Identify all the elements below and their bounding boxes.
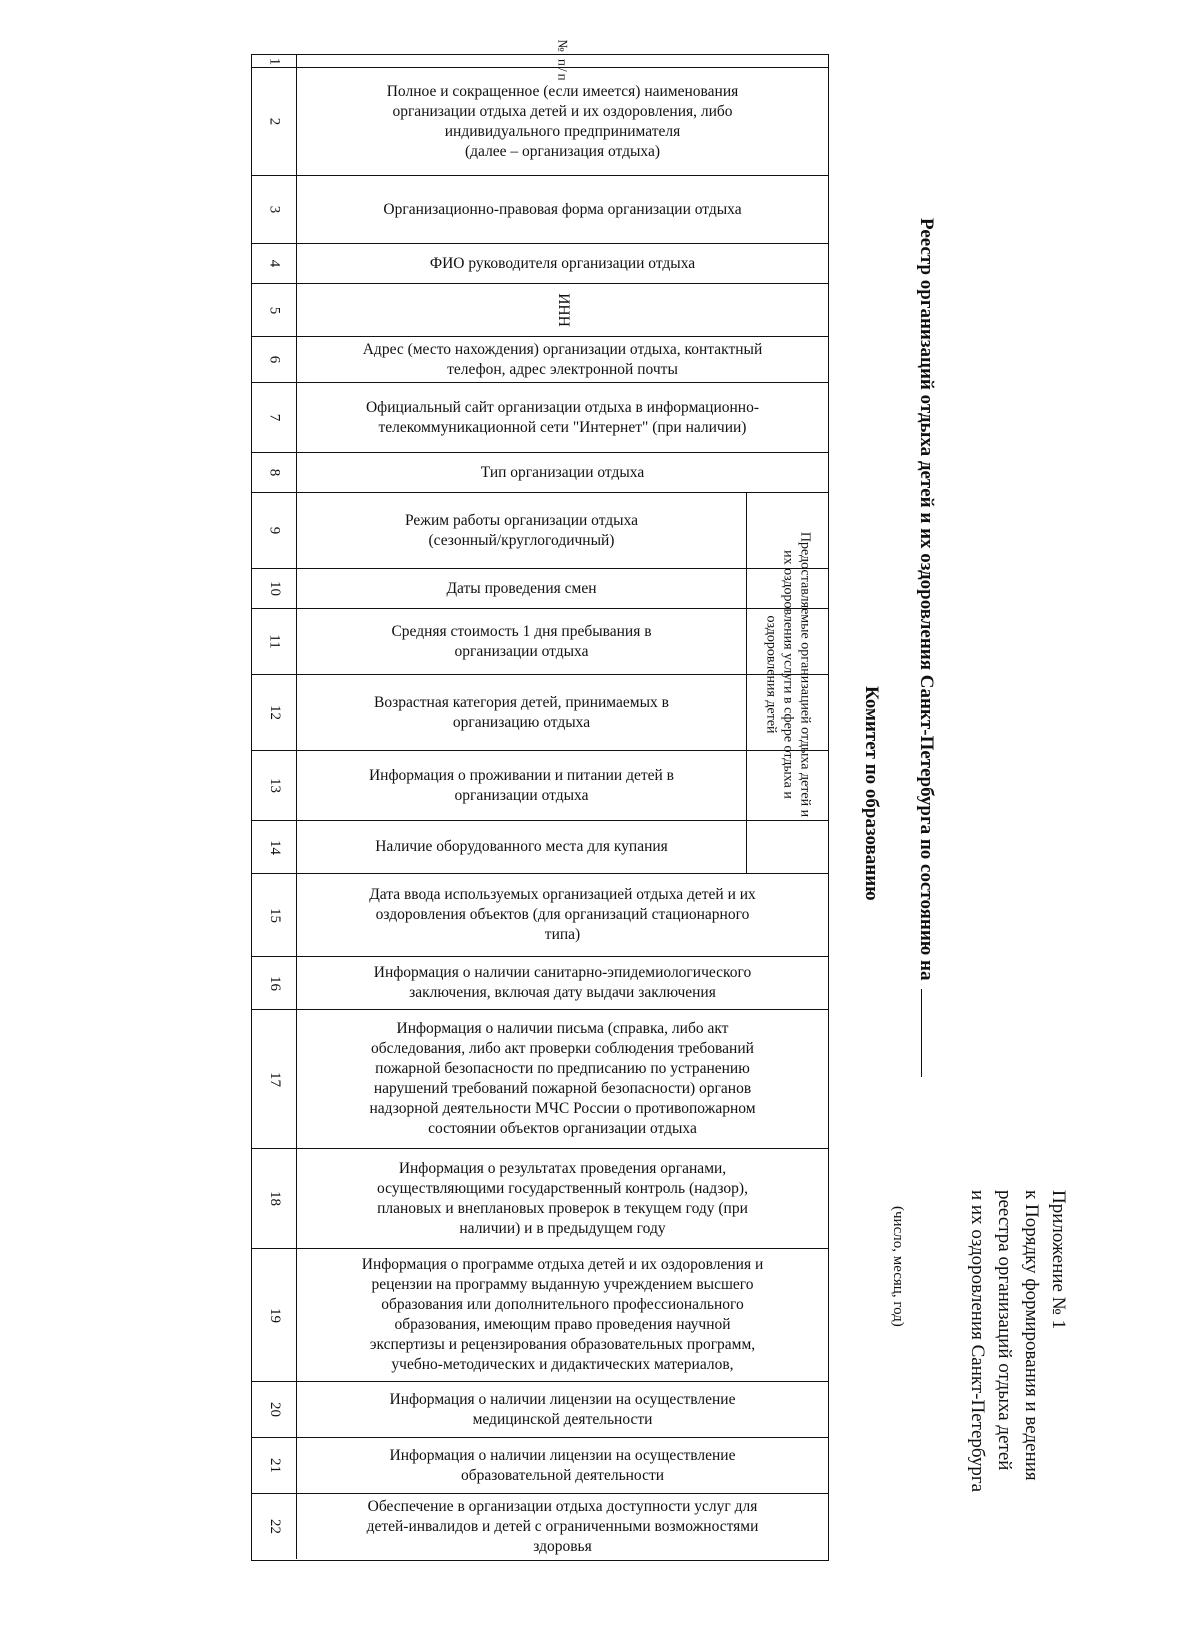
row-label: Полное и сокращенное (если имеется) наименования организации отдыха детей и их оздоровления, либо индивидуального предпринимателя (далее – организация отдыха): [386, 82, 739, 160]
row-number: 9: [252, 493, 297, 568]
annex-line-4: и их оздоровления Санкт-Петербурга: [967, 1190, 988, 1493]
annex-line-2: к Порядку формирования и ведения: [1021, 1190, 1042, 1481]
row-number: 16: [252, 957, 297, 1009]
row-number: 2: [252, 68, 297, 175]
table-row: [252, 820, 828, 873]
row-number: 22: [252, 1494, 297, 1559]
table-row: [252, 382, 828, 452]
row-label: ИНН: [554, 293, 572, 327]
row-label: Тип организации отдыха: [480, 463, 645, 481]
row-label: Информация о программе отдыха детей и их оздоровления и рецензии на программу выданную учреждением высшего образования или дополнительного профессионального образования, имеющим право проведения научной экспертизы и рецензирования образовательных программ, учебно-методических и дидактических материалов,: [361, 1256, 764, 1373]
row-number: 11: [252, 609, 297, 674]
row-number: 1: [252, 55, 297, 67]
table-row: [252, 492, 828, 568]
row-number: 19: [252, 1249, 297, 1381]
table-row: [252, 1009, 828, 1148]
table-row: [252, 873, 828, 956]
table-row: [252, 1493, 828, 1559]
table-row: [252, 1148, 828, 1248]
row-number: 5: [252, 284, 297, 336]
annex-line-3: реестра организаций отдыха детей: [994, 1190, 1015, 1471]
annex-line-1: Приложение № 1: [1048, 1190, 1069, 1330]
row-label: ФИО руководителя организации отдыха: [429, 254, 696, 272]
table-row: [252, 956, 828, 1009]
row-label: Дата ввода используемых организацией отдыха детей и их оздоровления объектов (для организаций стационарного типа): [369, 886, 756, 943]
title-text: Реестр организаций отдыха детей и их оздоровления Санкт-Петербурга по состоянию на: [916, 218, 937, 981]
row-label: Информация о наличии лицензии на осуществление медицинской деятельности: [389, 1390, 736, 1428]
table-row: [252, 452, 828, 492]
row-label: Организационно-правовая форма организации отдыха: [383, 200, 742, 218]
row-number: 12: [252, 675, 297, 750]
row-label: Адрес (место нахождения) организации отдыха, контактный телефон, адрес электронной почты: [362, 340, 763, 378]
row-number: 8: [252, 453, 297, 492]
table-row: [252, 1248, 828, 1381]
row-number: 4: [252, 244, 297, 283]
table-row: [252, 750, 828, 820]
row-label: Средняя стоимость 1 дня пребывания в организации отдыха: [391, 622, 652, 660]
table-row: [252, 336, 828, 382]
row-label: Наличие оборудованного места для купания: [375, 838, 668, 855]
date-blank-line: [921, 989, 934, 1077]
table-row: [252, 1437, 828, 1493]
row-label: Информация о наличии санитарно-эпидемиологического заключения, включая дату выдачи заключения: [373, 964, 752, 1001]
row-number: 15: [252, 874, 297, 956]
registry-table: [251, 39, 829, 1561]
row-label: Информация о наличии письма (справка, либо акт обследования, либо акт проверки соблюдения требований пожарной безопасности по предписанию по устранению нарушений требований пожарной безопасности) органов надзорной деятельности МЧС России о противопожарном состоянии объектов организации отдыха: [369, 1020, 756, 1137]
table-row: [252, 283, 828, 336]
services-group-header: [746, 492, 828, 873]
row-number: 3: [252, 176, 297, 243]
row-number: 17: [252, 1010, 297, 1148]
table-row: [252, 39, 828, 83]
row-number: 7: [252, 383, 297, 452]
row-label: Информация о результатах проведения органами, осуществляющими государственный контроль (надзор), плановых и внеплановых проверок в текущем году (при наличии) и в предыдущем году: [377, 1159, 748, 1237]
committee-text: Комитет по образованию: [861, 686, 882, 901]
row-number: 21: [252, 1438, 297, 1493]
header-cell: [297, 39, 828, 83]
row-label: Даты проведения смен: [446, 579, 597, 597]
table-row: [252, 67, 828, 175]
header-label: № п/п: [555, 39, 571, 83]
services-group-label: Предоставляемые организацией отдыха детей и их оздоровления услуги в сфере отдыха и оздоровления детей: [763, 531, 812, 818]
table-row: [252, 608, 828, 674]
table-row: [252, 1381, 828, 1437]
table-row: [252, 175, 828, 243]
row-number: 10: [252, 569, 297, 608]
table-row: [252, 568, 828, 608]
row-number: 13: [252, 751, 297, 820]
row-number: 20: [252, 1382, 297, 1437]
table-row: [252, 674, 828, 750]
row-label: Информация о наличии лицензии на осуществление образовательной деятельности: [389, 1446, 736, 1484]
row-number: 18: [252, 1149, 297, 1248]
row-number: 6: [252, 337, 297, 382]
row-label: Официальный сайт организации отдыха в информационно- телекоммуникационной сети "Интернет" (при наличии): [365, 398, 760, 436]
row-number: 14: [252, 821, 297, 873]
date-hint-text: (число, месяц, год): [890, 1206, 906, 1327]
row-label: Информация о проживании и питании детей в организации отдыха: [368, 766, 675, 804]
row-label: Возрастная категория детей, принимаемых в организацию отдыха: [374, 693, 669, 731]
table-row: [252, 243, 828, 283]
row-label: Режим работы организации отдыха (сезонный/круглогодичный): [404, 511, 639, 549]
row-label: Обеспечение в организации отдыха доступности услуг для детей-инвалидов и детей с ограниченными возможностями здоровья: [366, 1497, 759, 1555]
